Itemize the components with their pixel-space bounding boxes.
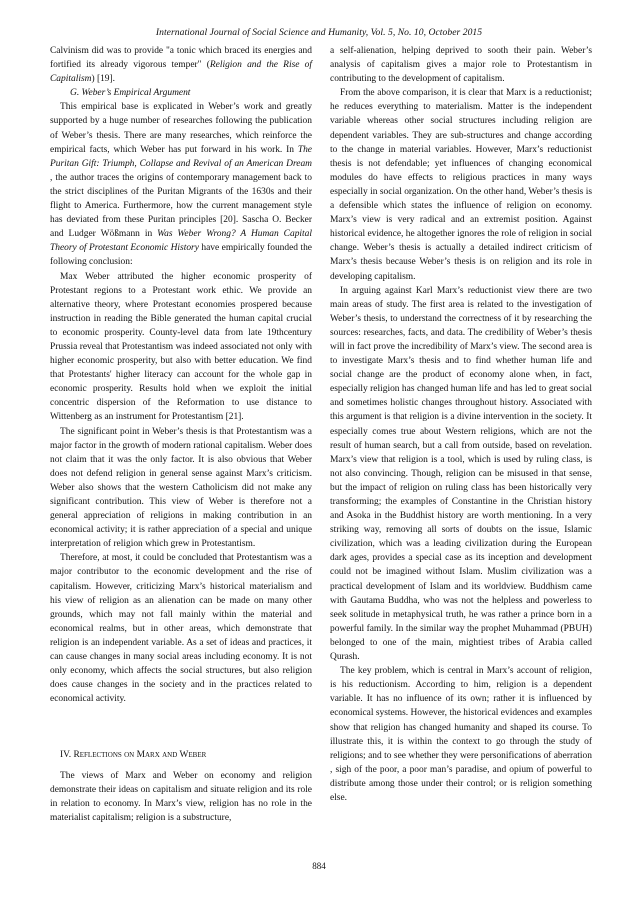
paragraph (50, 100, 312, 269)
section-title: Reflections on Marx and Weber (73, 750, 207, 761)
paragraph: The views of Marx and Weber on economy and religion demonstrate their ideas on capitalism and situate religion and its role in relation to economy. In Marx’s view, religion has no role in the materialist capitalism; religion is a substructure, (50, 770, 312, 823)
subsection-heading: G. Weber’s Empirical Argument (70, 88, 191, 99)
right-column (330, 44, 592, 805)
page-number: 884 (312, 861, 326, 871)
paragraph: The significant point in Weber’s thesis is that Protestantism was a major factor in the growth of modern rational capitalism. Weber does not claim that it was the only factor. It is also obvious that Weber does not defend religion in general sense against Marx’s criticism. Weber also shows that the western Catholicism did not make any significant contribution. This view of Weber is therefore not a general appreciation of religions in making contribution in an economical activity; it is rather appreciation of a special and unique interpretation of religion which grew in Protestantism. (50, 426, 312, 550)
section-heading (50, 748, 312, 762)
text-run: ) [19]. (91, 74, 116, 85)
left-column (50, 44, 312, 825)
spacer (50, 706, 312, 748)
text-run: This empirical base is explicated in Weber’s work and greatly supported by a huge number of researches following the publication of Weber’s thesis. There are many researches, which reinforce the empirical facts, which Weber has put forward in his work. In (50, 102, 312, 155)
paragraph: From the above comparison, it is clear that Marx is a reductionist; he reduces everything to materialism. Matter is the independent variable whereas other social structures including religion are dependent variables. They are sub-structures and change according to the change in material variables. However, Marx’s reductionist thesis is not defendable; yet influences of changing economical modules do have effects to religious practices in many ways especially in social organization. On the other hand, Weber’s thesis is a defensible which states the influence of religion on economy. Marx’s view is very radical and an extremist position. Against historical evidence, he altogether ignores the role of religion in social change. Weber’s thesis is actually a detailed indirect criticism of Marx’s thesis because Weber’s thesis is on religion and its role in developing capitalism. (330, 88, 592, 282)
paragraph: Therefore, at most, it could be concluded that Protestantism was a major contributor to the economic development and the rise of capitalism. However, criticizing Marx’s historical materialism and his view of religion as an alienation can be made on many other grounds, which may not fall mainly within the material and economical realms, but in other areas, which demonstrate that religion is an independent variable. As a set of ideas and practices, it can cause changes in many social areas including economy. It is not only economy, which affects the social structures, but also religion does cause changes in the society and in the practices related to economical activity. (50, 553, 312, 705)
paragraph (50, 44, 312, 86)
paragraph: a self-alienation, helping deprived to sooth their pain. Weber’s analysis of capitalism gives a major role to Protestantism in contributing to the development of capitalism. (330, 46, 592, 85)
paragraph: The key problem, which is central in Marx’s account of religion, is his reductionism. According to him, religion is a dependent variable. It has no influence of its own; rather it is influenced by economical systems. However, the historical evidences and examples show that religion has changed humanity and shaped its course. To illustrate this, it is within the context to go through the study of religions; and to see whether they were personifications of aberration , sigh of the poor, a poor man’s paradise, and opium of powerful to distribute among those under their control; or is religion something else. (330, 666, 592, 803)
running-header: International Journal of Social Science and Humanity, Vol. 5, No. 10, October 2015 (155, 27, 483, 38)
text-run: have empirically founded the following conclusion: (50, 243, 312, 268)
text-run: Calvinism did was to provide "a tonic which braced its energies and fortified its already vigorous temper" ( (50, 46, 312, 71)
paragraph: In arguing against Karl Marx’s reductionist view there are two main areas of study. The first area is related to the investigation of Weber’s thesis, to understand the correctness of it by researching the sources: researches, facts, and data. The credibility of Weber’s thesis will in fact prove the incredibility of Marx’s view. The second area is to investigate Marx’s thesis and to find whether human life and social change are the product of economy alone when, in fact, especially religion has changed human life and has led to great social and sometimes holistic changes throughout history. Associated with this argument is that religion is a divine intervention in the society. It especially comes true about Western religions, which are not the result of human search, but a call from outside, based on revelation. Marx’s view that religion is a tool, which is used by ruling class, is not also convincing. Though, religion can be misused in that sense, but the impact of religion on ruling class has been historically very transforming; the examples of Constantine in the Christian history and Asoka in the Buddhist history are worth mentioning. In a very striking way, removing all sorts of doubts on the issue, Islamic civilization, which was a leading civilization during the European dark ages, provides a special case as its inception and development could not be imagined without Islam. Muslim civilization was a practical development of Islam and its worldview. Buddhism came with Gautama Buddha, who was not the helpless and powerless to seek solitude in metaphysical truth, he was rather a prince born in a powerful family. In the similar way the prophet Muhammad (PBUH) belonged to one of the main, mightiest tribes of Arabia called Qurash. (330, 285, 592, 663)
block-quote: Max Weber attributed the higher economic prosperity of Protestant regions to a Protestant work ethic. We provide an alternative theory, where Protestant economies prospered because instruction in reading the Bible generated the human capital crucial to economic prosperity. County-level data from late 19thcentury Prussia reveal that Protestantism was indeed associated not only with higher economic prosperity, but also with better education. We find that Protestants' higher literacy can account for the whole gap in economic prosperity. Results hold when we exploit the initial concentric dispersion of the Reformation to use distance to Wittenberg as an instrument for Protestantism [21]. (50, 271, 312, 423)
italic-title: The Puritan Gift: Triumph, Collapse and Revival of an American Dream (50, 144, 312, 169)
italic-title: Religion and the Rise of Capitalism (50, 60, 312, 85)
text-run: , the author traces the origins of contemporary management back to the strict disciplines of the Puritan Migrants of the 1630s and their flight to America. Furthermore, how the current management style has deviated from these Puritan principles [20]. Sascha O. Becker and Ludger Wößmann in (50, 172, 312, 240)
italic-title: Was Weber Wrong? A Human Capital Theory of Protestant Economic History (50, 229, 312, 254)
section-number: IV. (60, 750, 74, 761)
